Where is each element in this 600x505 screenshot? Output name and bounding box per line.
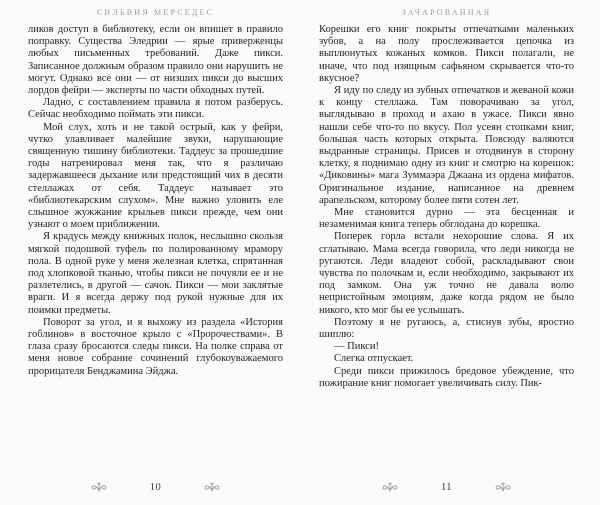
paragraph: Мне становится дурно — эта бесценная и незаменимая книга теперь обглодана до корешка. (319, 207, 574, 231)
paragraph: Я иду по следу из зубных отпечатков и жеваной кожи к концу стеллажа. Там поворачиваю за угол, выглядываю в проход и ахаю в ужасе. Пикси явно нашли себе что-то по вкусу. Пол усеян стопками книг, большая часть которых открыта. Повсюду валяются выдранные страницы. Присев и отодвинув в сторону клетку, я поднимаю одну из книг и смотрю на корешок: «Диковины» мага Зуммаэра Джаана из ордена мифатов. Оригинальное издание, написанное на древнем арапельском, которому более пяти сотен лет. (319, 85, 574, 206)
paragraph: Поперек горла встали нехорошие слова. Я их сглатываю. Мама всегда говорила, что леди никогда не ругаются. Леди владеют собой, раскладывают свои чувства по полочкам и, если необходимо, закрывают их под замком. Она уж точно не давала волю непристойным эмоциям, даже когда рядом не было никого, кто мог бы ее услышать. (319, 231, 574, 316)
paragraph: Поворот за угол, и я выхожу из раздела «История гоблинов» в восточное крыло с «Пророчествами». В глаза сразу бросаются следы пикси. На полке справа от меня новое собрание сочинений глубокоуважаемого прорицателя Бенджамина Эйджа. (28, 316, 283, 377)
right-page-footer (319, 480, 574, 494)
paragraph: Я крадусь между книжных полок, неслышно скользя мягкой подошвой туфель по полированному мрамору пола. В одной руке у меня железная клетка, спрятанная под хлопковой тканью, чтобы пикси не почуяли ее и не разлетелись, в другой — сачок. Пикси — мои заклятые враги. И я всегда держу под рукой нужные для их поимки предметы. (28, 231, 283, 316)
left-running-header: СИЛЬВИЯ МЕРСЕДЕС (96, 8, 215, 17)
right-page-number: 11 (440, 481, 453, 493)
flourish-icon (381, 480, 399, 494)
right-page (319, 5, 574, 505)
paragraph: Мой слух, хоть и не такой острый, как у фейри, чутко улавливает малейшие звуки, нарушающие священную тишину библиотеки. Таддеус за прошедшие годы натренировал меня так, что я различаю задержавшееся дыхание или предстоящий чих в десяти стеллажах от себя. Таддеус называет это «библиотекарским слухом». Мне важно уловить еле слышное жужжание крыльев пикси прежде, чем они узнают о моем приближении. (28, 121, 283, 231)
paragraph: ликов доступ в библиотеку, если он впишет в правило поправку. Существа Эледрии — ярые приверженцы любых письменных требований. Даже пикси. Записанное должным образом правило они нарушить не могут. Однако все они — от низших пикси до высших лордов фейри — эксперты по части обходных путей. (28, 24, 283, 97)
flourish-icon (494, 480, 512, 494)
paragraph: Корешки его книг покрыты отпечатками маленьких зубов, а на полу прослеживается цепочка из выплюнутых кожаных комков. Пикси полагали, не иначе, что под изящным сафьяном скрывается что-то вкусное? (319, 24, 574, 84)
left-page-footer (28, 480, 283, 494)
paragraph: Среди пикси прижилось бредовое убеждение, что пожирание книг помогает увеличивать силу. Пик- (319, 365, 574, 389)
left-page-number: 10 (149, 481, 162, 493)
paragraph: Поэтому я не ругаюсь, а, стиснув зубы, яростно шиплю: (319, 316, 574, 341)
flourish-icon (203, 480, 221, 494)
left-page (28, 5, 283, 505)
right-text-block (319, 24, 574, 390)
paragraph: Слегка отпускает. (334, 353, 414, 365)
paragraph: — Пикси! (334, 341, 379, 353)
flourish-icon (90, 480, 108, 494)
right-running-header: ЗАЧАРОВАННАЯ (401, 8, 492, 17)
left-text-block (28, 24, 283, 378)
paragraph: Ладно, с составлением правила я потом разберусь. Сейчас необходимо поймать эти пикси. (28, 97, 283, 121)
